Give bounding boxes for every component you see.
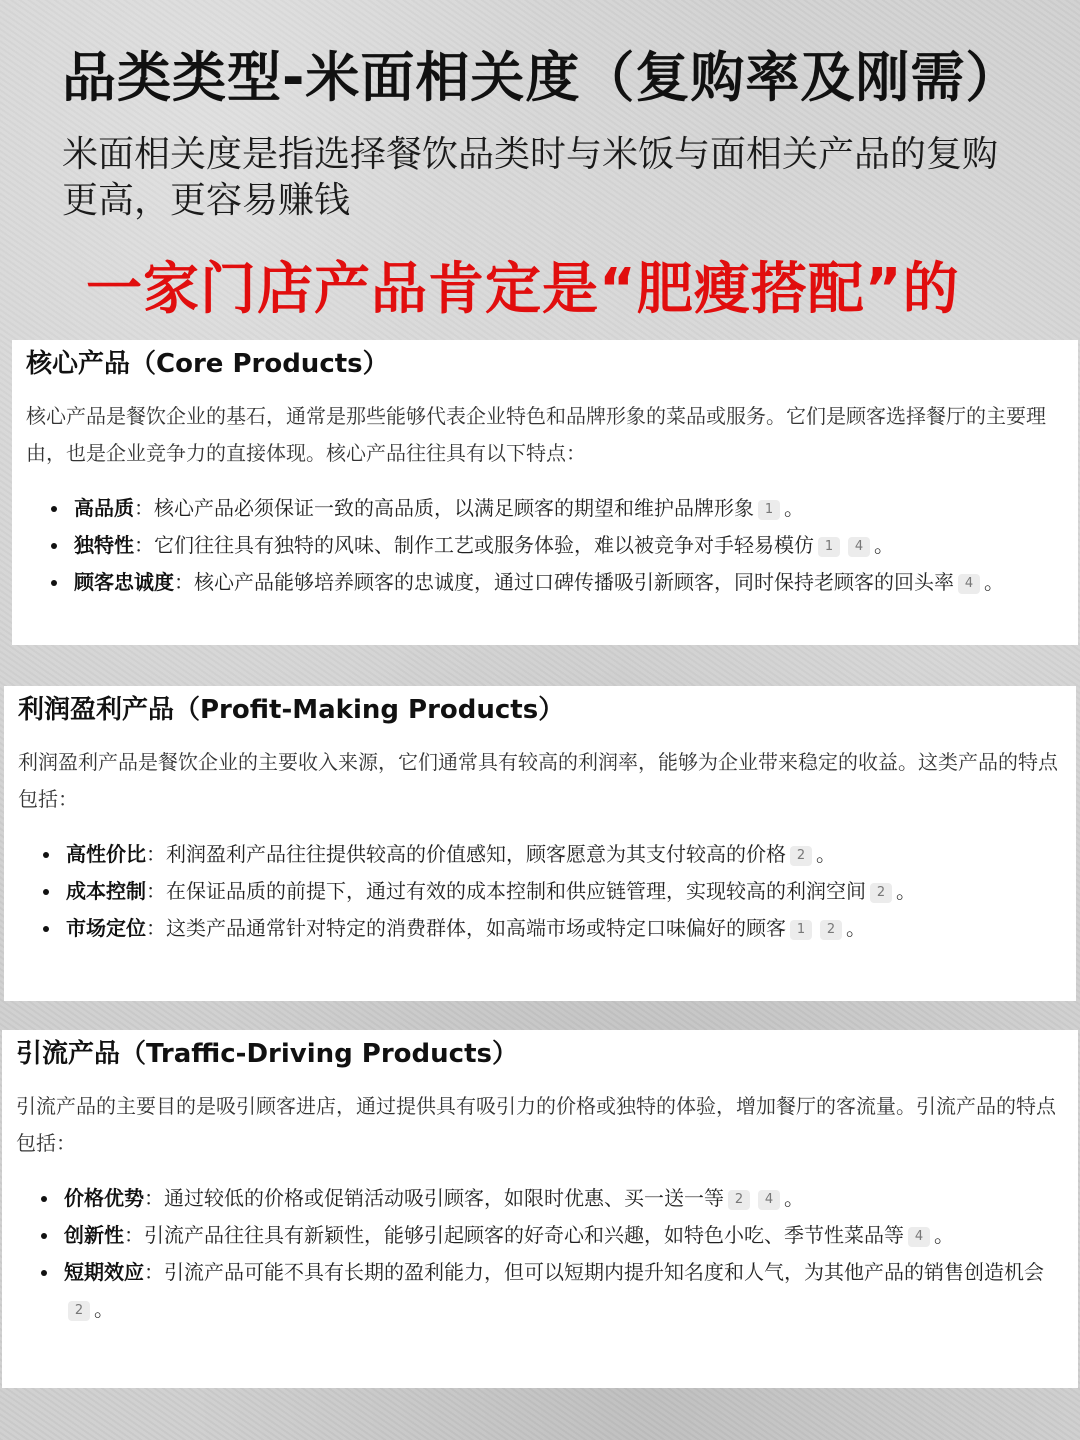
bullet-list — [26, 490, 1064, 601]
bullet-dot-icon — [43, 926, 49, 932]
bullet-end-punct: 。 — [984, 570, 1004, 594]
section-intro: 引流产品的主要目的是吸引顾客进店，通过提供具有吸引力的价格或独特的体验，增加餐厅的客流量。引流产品的特点包括： — [16, 1094, 1056, 1155]
bullet-list — [18, 836, 1062, 947]
bullet-text: ：它们往往具有独特的风味、制作工艺或服务体验，难以被竞争对手轻易模仿 — [134, 533, 814, 557]
citation-badge[interactable]: 2 — [870, 883, 892, 903]
citation-badge[interactable]: 4 — [958, 574, 980, 594]
citation-badge[interactable]: 4 — [908, 1227, 930, 1247]
bullet-term: 短期效应 — [64, 1260, 144, 1284]
bullet-term: 高性价比 — [66, 842, 146, 866]
bullet-end-punct: 。 — [896, 879, 916, 903]
citation-badge[interactable]: 2 — [68, 1301, 90, 1321]
page-slogan: 一家门店产品肯定是“肥瘦搭配”的 — [86, 257, 960, 322]
bullet-dot-icon — [41, 1233, 47, 1239]
bullet-dot-icon — [41, 1270, 47, 1276]
bullet-dot-icon — [43, 889, 49, 895]
bullet-end-punct: 。 — [934, 1223, 954, 1247]
bullet-item — [16, 1217, 1064, 1254]
bullet-item — [18, 836, 1062, 873]
bullet-term: 市场定位 — [66, 916, 146, 940]
section-intro: 利润盈利产品是餐饮企业的主要收入来源，它们通常具有较高的利润率，能够为企业带来稳定的收益。这类产品的特点包括： — [18, 750, 1058, 811]
bullet-end-punct: 。 — [94, 1297, 114, 1321]
bullet-text: ：核心产品必须保证一致的高品质，以满足顾客的期望和维护品牌形象 — [134, 496, 754, 520]
bullet-dot-icon — [51, 580, 57, 586]
bullet-item — [16, 1180, 1064, 1217]
bullet-term: 独特性 — [74, 533, 134, 557]
bullet-item — [18, 873, 1062, 910]
bullet-text: ：通过较低的价格或促销活动吸引顾客，如限时优惠、买一送一等 — [144, 1186, 724, 1210]
bullet-dot-icon — [51, 506, 57, 512]
citation-badge[interactable]: 2 — [820, 920, 842, 940]
bullet-text: ：这类产品通常针对特定的消费群体，如高端市场或特定口味偏好的顾客 — [146, 916, 786, 940]
bullet-text: ：核心产品能够培养顾客的忠诚度，通过口碑传播吸引新顾客，同时保持老顾客的回头率 — [174, 570, 954, 594]
bullet-dot-icon — [43, 852, 49, 858]
citation-badge[interactable]: 1 — [758, 500, 780, 520]
citation-badge[interactable]: 2 — [728, 1190, 750, 1210]
bullet-dot-icon — [41, 1196, 47, 1202]
citation-badge[interactable]: 2 — [790, 846, 812, 866]
bullet-dot-icon — [51, 543, 57, 549]
section-intro: 核心产品是餐饮企业的基石，通常是那些能够代表企业特色和品牌形象的菜品或服务。它们是顾客选择餐厅的主要理由，也是企业竞争力的直接体现。核心产品往往具有以下特点： — [26, 404, 1046, 465]
bullet-item — [26, 564, 1064, 601]
bullet-term: 成本控制 — [66, 879, 146, 903]
bullet-item — [16, 1254, 1064, 1328]
section-core-products — [12, 340, 1078, 645]
bullet-end-punct: 。 — [816, 842, 836, 866]
bullet-end-punct: 。 — [846, 916, 866, 940]
bullet-item — [18, 910, 1062, 947]
bullet-term: 价格优势 — [64, 1186, 144, 1210]
bullet-term: 高品质 — [74, 496, 134, 520]
bullet-text: ：利润盈利产品往往提供较高的价值感知，顾客愿意为其支付较高的价格 — [146, 842, 786, 866]
citation-badge[interactable]: 4 — [848, 537, 870, 557]
section-title: 核心产品（Core Products） — [26, 349, 389, 379]
citation-badge[interactable]: 4 — [758, 1190, 780, 1210]
page-title: 品类类型-米面相关度（复购率及刚需） — [62, 46, 1021, 109]
bullet-term: 创新性 — [64, 1223, 124, 1247]
bullet-end-punct: 。 — [784, 1186, 804, 1210]
section-title: 利润盈利产品（Profit-Making Products） — [18, 695, 565, 725]
bullet-end-punct: 。 — [874, 533, 894, 557]
bullet-term: 顾客忠诚度 — [74, 570, 174, 594]
section-title: 引流产品（Traffic-Driving Products） — [16, 1039, 518, 1069]
page-subtitle: 米面相关度是指选择餐饮品类时与米饭与面相关产品的复购更高，更容易赚钱 — [62, 134, 999, 221]
section-profit-products — [4, 686, 1076, 1001]
bullet-end-punct: 。 — [784, 496, 804, 520]
bullet-list — [16, 1180, 1064, 1328]
citation-badge[interactable]: 1 — [818, 537, 840, 557]
citation-badge[interactable]: 1 — [790, 920, 812, 940]
section-traffic-products — [2, 1030, 1078, 1388]
bullet-item — [26, 490, 1064, 527]
bullet-text: ：引流产品可能不具有长期的盈利能力，但可以短期内提升知名度和人气，为其他产品的销售创造机会 — [144, 1260, 1044, 1284]
bullet-text: ：在保证品质的前提下，通过有效的成本控制和供应链管理，实现较高的利润空间 — [146, 879, 866, 903]
bullet-text: ：引流产品往往具有新颖性，能够引起顾客的好奇心和兴趣，如特色小吃、季节性菜品等 — [124, 1223, 904, 1247]
bullet-item — [26, 527, 1064, 564]
